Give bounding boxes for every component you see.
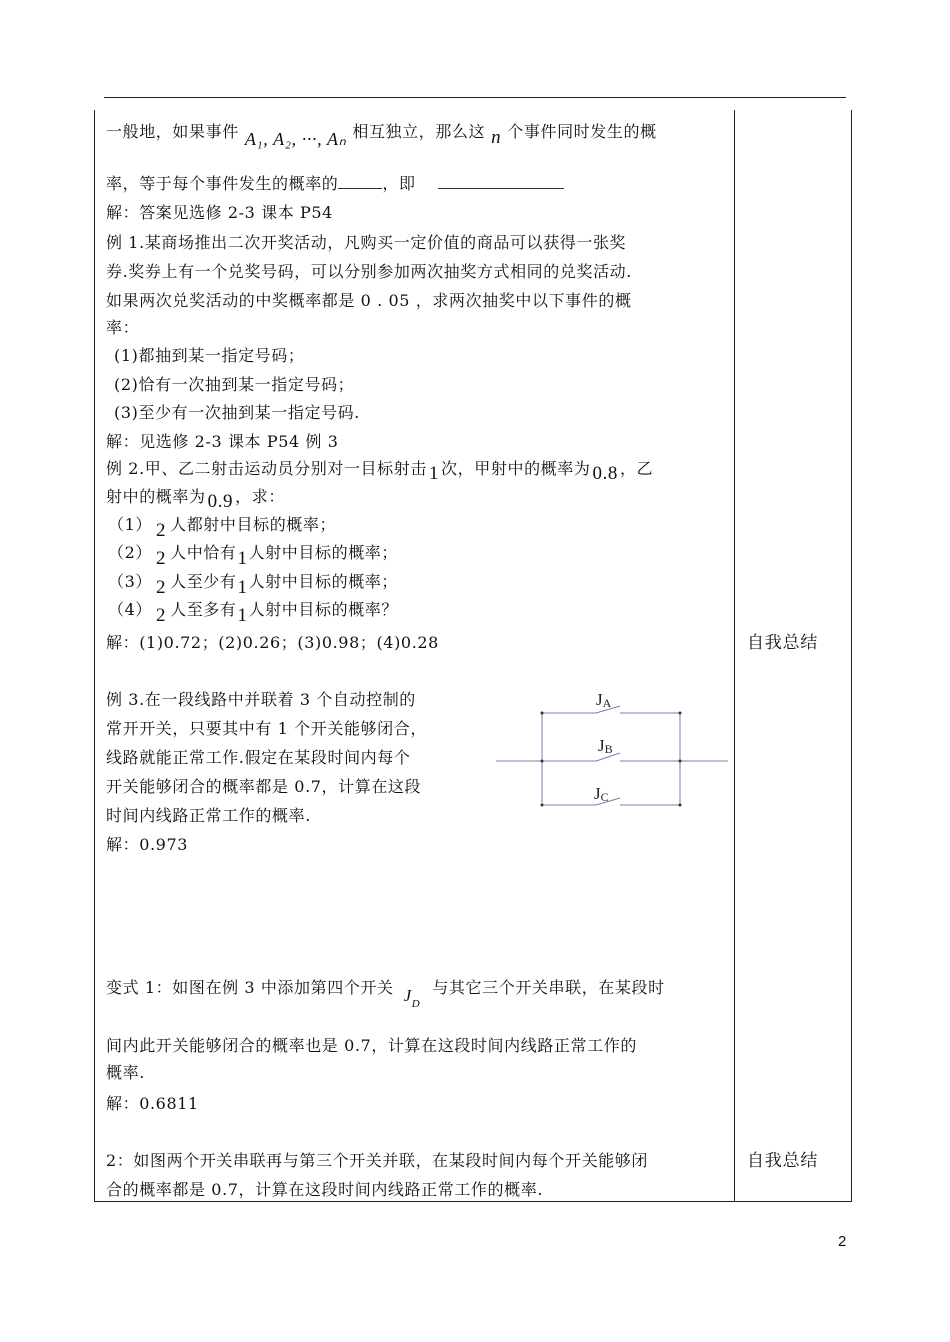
question-number: （2） [108, 543, 152, 562]
ex1-line-2: 券.奖券上有一个兑奖号码，可以分别参加两次抽奖方式相同的兑奖活动. [106, 262, 632, 281]
var2-line-2: 合的概率都是 0.7，计算在这段时间内线路正常工作的概率. [106, 1180, 544, 1199]
question-number: （1） [108, 515, 152, 534]
ex1-question-3: (3)至少有一次抽到某一指定号码. [114, 403, 360, 422]
page-number: 2 [838, 1233, 847, 1250]
ex2-question-1 [108, 515, 337, 541]
question-number: （4） [108, 600, 152, 619]
ex2-number: 1 [237, 605, 248, 626]
ex2-text: 人至少有 [170, 572, 237, 591]
column-divider [734, 110, 735, 1201]
ex2-number: 2 [155, 548, 167, 569]
ex2-number: 2 [155, 605, 167, 626]
header-rule [104, 97, 846, 98]
intro-text: 相互独立，那么这 [352, 122, 486, 141]
ex2-text: 例 2.甲、乙二射击运动员分别对一目标射击 [106, 459, 427, 478]
ex2-text: 人都射中目标的概率； [170, 515, 337, 534]
ex2-number: 1 [237, 548, 248, 569]
switch-c-label: JC [594, 784, 609, 804]
fill-blank-2 [438, 188, 564, 189]
var1-line-3: 概率. [106, 1063, 145, 1082]
node-dot [541, 760, 544, 763]
var1-text: 与其它三个开关串联，在某段时 [432, 978, 665, 997]
parallel-circuit-diagram [490, 680, 735, 815]
ex2-text: ，求： [235, 487, 285, 506]
ex3-line-4: 开关能够闭合的概率都是 0.7，计算在这段 [106, 777, 422, 796]
self-summary-label-1: 自我总结 [747, 633, 819, 653]
ex2-text: 人中恰有 [170, 543, 237, 562]
intro-line-2 [106, 174, 564, 194]
node-dot [679, 804, 682, 807]
ex2-number: 2 [155, 577, 167, 598]
ex2-text: ，乙 [620, 459, 654, 478]
node-dot [679, 760, 682, 763]
ex3-line-2: 常开开关，只要其中有 1 个开关能够闭合， [106, 719, 427, 738]
ex2-number: 1 [237, 577, 248, 598]
self-summary-label-2: 自我总结 [747, 1151, 819, 1171]
ex2-question-3 [108, 572, 399, 598]
ex1-line-1: 例 1.某商场推出二次开奖活动，凡购买一定价值的商品可以获得一张奖 [106, 233, 627, 252]
node-dot [541, 804, 544, 807]
var1-line-2: 间内此开关能够闭合的概率也是 0.7，计算在这段时间内线路正常工作的 [106, 1036, 637, 1055]
var1-line-1 [106, 978, 665, 1010]
var1-answer: 解：0.6811 [106, 1094, 199, 1113]
ex2-number: 1 [428, 463, 440, 484]
ex2-question-4 [108, 600, 399, 626]
ex1-question-1: (1)都抽到某一指定号码； [114, 346, 305, 365]
ex1-line-4: 率： [106, 318, 140, 337]
intro-text: 一般地，如果事件 [106, 122, 239, 141]
switch-d-subscript: D [411, 998, 421, 1010]
switch-d-symbol: J [403, 986, 412, 1005]
fill-blank-1 [338, 188, 382, 189]
ex3-line-5: 时间内线路正常工作的概率. [106, 806, 311, 825]
intro-text: 率，等于每个事件发生的概率的 [106, 174, 339, 193]
ex2-number: 2 [155, 520, 167, 541]
ex2-text: 次，甲射中的概率为 [441, 459, 591, 478]
intro-answer: 解：答案见选修 2-3 课本 P54 [106, 203, 333, 222]
ex2-question-2 [108, 543, 399, 569]
ex2-line-2 [106, 487, 285, 512]
ex2-answer: 解：(1)0.72；(2)0.26；(3)0.98；(4)0.28 [106, 633, 439, 652]
ex1-question-2: (2)恰有一次抽到某一指定号码； [114, 375, 355, 394]
intro-text: ，即 [382, 174, 416, 193]
switch-a-label: JA [596, 690, 612, 710]
intro-line-1 [106, 121, 657, 149]
ex2-text: 人射中目标的概率； [248, 543, 399, 562]
ex2-prob-a: 0.8 [592, 463, 619, 484]
ex2-text: 人射中目标的概率？ [248, 600, 399, 619]
var1-text: 变式 1：如图在例 3 中添加第四个开关 [106, 978, 394, 997]
ex2-prob-b: 0.9 [207, 491, 234, 512]
var2-line-1: 2：如图两个开关串联再与第三个开关并联，在某段时间内每个开关能够闭 [106, 1151, 648, 1170]
ex1-line-3: 如果两次兑奖活动的中奖概率都是 0 . 05 ，求两次抽奖中以下事件的概 [106, 291, 632, 310]
node-dot [541, 712, 544, 715]
question-number: （3） [108, 572, 152, 591]
ex2-line-1 [106, 459, 654, 484]
ex2-text: 人至多有 [170, 600, 237, 619]
event-list-math: A₁, A₂, ···, Aₙ [244, 129, 347, 149]
intro-text: 个事件同时发生的概 [507, 122, 657, 141]
ex3-line-1: 例 3.在一段线路中并联着 3 个自动控制的 [106, 690, 416, 709]
ex3-answer: 解：0.973 [106, 835, 189, 854]
node-dot [679, 712, 682, 715]
ex2-text: 人射中目标的概率； [248, 572, 399, 591]
n-symbol: n [491, 127, 502, 148]
ex2-text: 射中的概率为 [106, 487, 206, 506]
switch-b-label: JB [598, 736, 613, 756]
ex1-answer: 解：见选修 2-3 课本 P54 例 3 [106, 432, 339, 451]
ex3-line-3: 线路就能正常工作.假定在某段时间内每个 [106, 748, 411, 767]
